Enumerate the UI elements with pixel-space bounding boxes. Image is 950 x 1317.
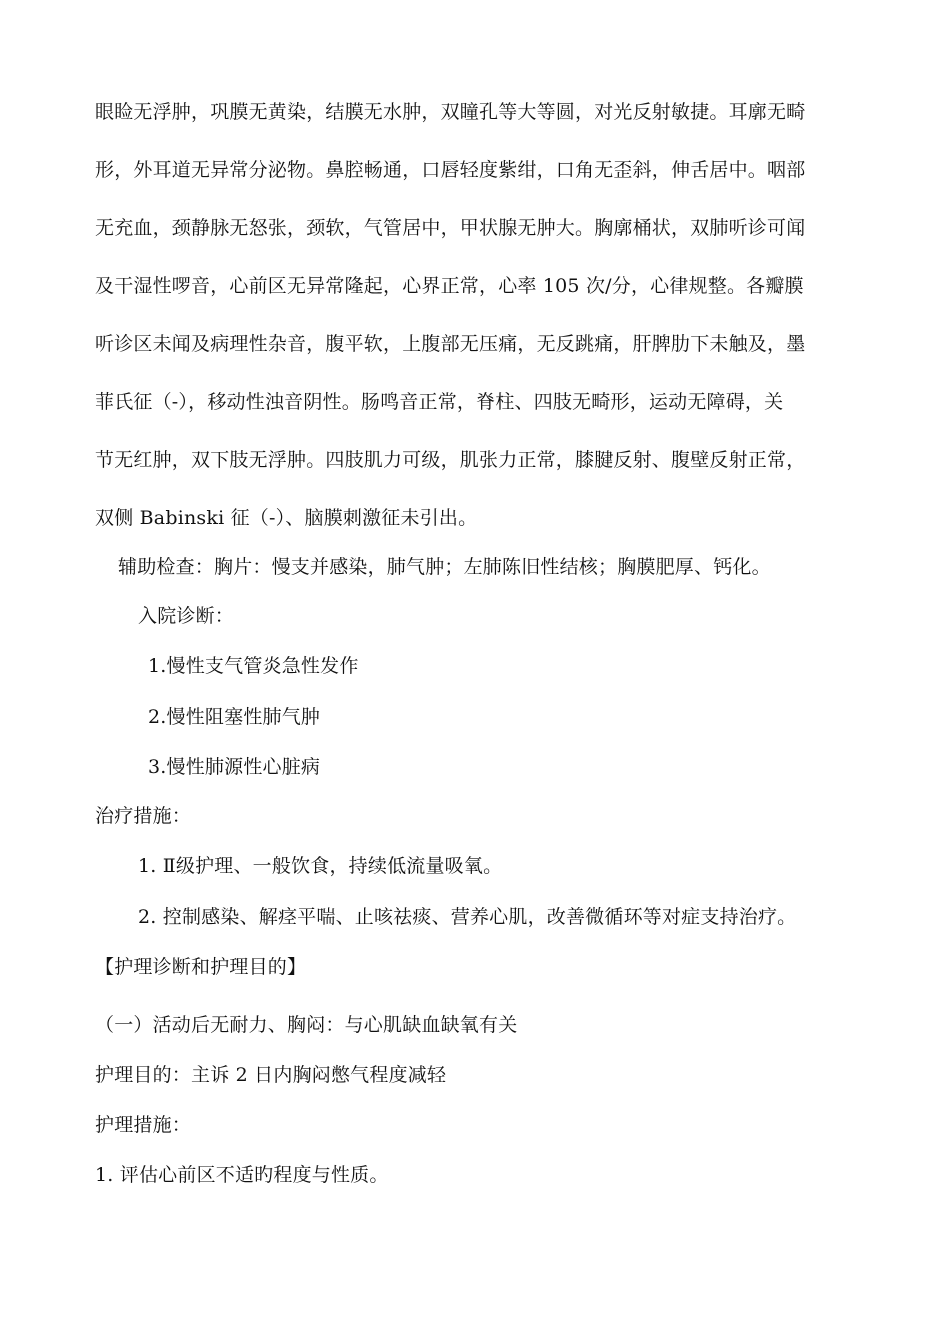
exam-paragraph-line: 双侧 Babinski 征（-）、脑膜刺激征未引出。 xyxy=(95,507,478,529)
diagnosis-item: 3.慢性肺源性心脏病 xyxy=(148,756,321,778)
treatment-item: 1. Ⅱ级护理、一般饮食，持续低流量吸氧。 xyxy=(138,855,503,877)
exam-paragraph-line: 听诊区未闻及病理性杂音，腹平软，上腹部无压痛，无反跳痛，肝脾肋下未触及，墨 xyxy=(95,333,806,355)
diagnosis-item: 1.慢性支气管炎急性发作 xyxy=(148,655,359,677)
nursing-section-heading: 【护理诊断和护理目的】 xyxy=(95,956,307,978)
exam-paragraph-line: 节无红肿，双下肢无浮肿。四肢肌力可级，肌张力正常，膝腱反射、腹壁反射正常， xyxy=(95,449,806,471)
exam-paragraph-line: 无充血，颈静脉无怒张，颈软，气管居中，甲状腺无肿大。胸廓桶状，双肺听诊可闻 xyxy=(95,217,806,239)
exam-paragraph-line: 眼睑无浮肿，巩膜无黄染，结膜无水肿，双瞳孔等大等圆，对光反射敏捷。耳廓无畸 xyxy=(95,101,806,123)
nursing-measures-heading: 护理措施： xyxy=(95,1114,192,1136)
nursing-goal: 护理目的：主诉 2 日内胸闷憋气程度减轻 xyxy=(95,1064,447,1086)
exam-paragraph-line: 及干湿性啰音，心前区无异常隆起，心界正常，心率 105 次/分，心律规整。各瓣膜 xyxy=(95,275,804,297)
exam-paragraph-line: 菲氏征（-），移动性浊音阴性。肠鸣音正常，脊柱、四肢无畸形，运动无障碍，关 xyxy=(95,391,784,413)
diagnosis-item: 2.慢性阻塞性肺气肿 xyxy=(148,706,321,728)
nursing-measure-item: 1. 评估心前区不适旳程度与性质。 xyxy=(95,1164,389,1186)
auxiliary-exam-text: 辅助检查：胸片：慢支并感染，肺气肿；左肺陈旧性结核；胸膜肥厚、钙化。 xyxy=(118,556,771,578)
treatment-item: 2. 控制感染、解痉平喘、止咳祛痰、营养心肌，改善微循环等对症支持治疗。 xyxy=(138,906,797,928)
nursing-diagnosis-item: （一）活动后无耐力、胸闷：与心肌缺血缺氧有关 xyxy=(95,1014,518,1036)
exam-paragraph-line: 形，外耳道无异常分泌物。鼻腔畅通，口唇轻度紫绀，口角无歪斜，伸舌居中。咽部 xyxy=(95,159,806,181)
treatment-heading: 治疗措施： xyxy=(95,805,192,827)
admission-diagnosis-heading: 入院诊断： xyxy=(138,605,235,627)
